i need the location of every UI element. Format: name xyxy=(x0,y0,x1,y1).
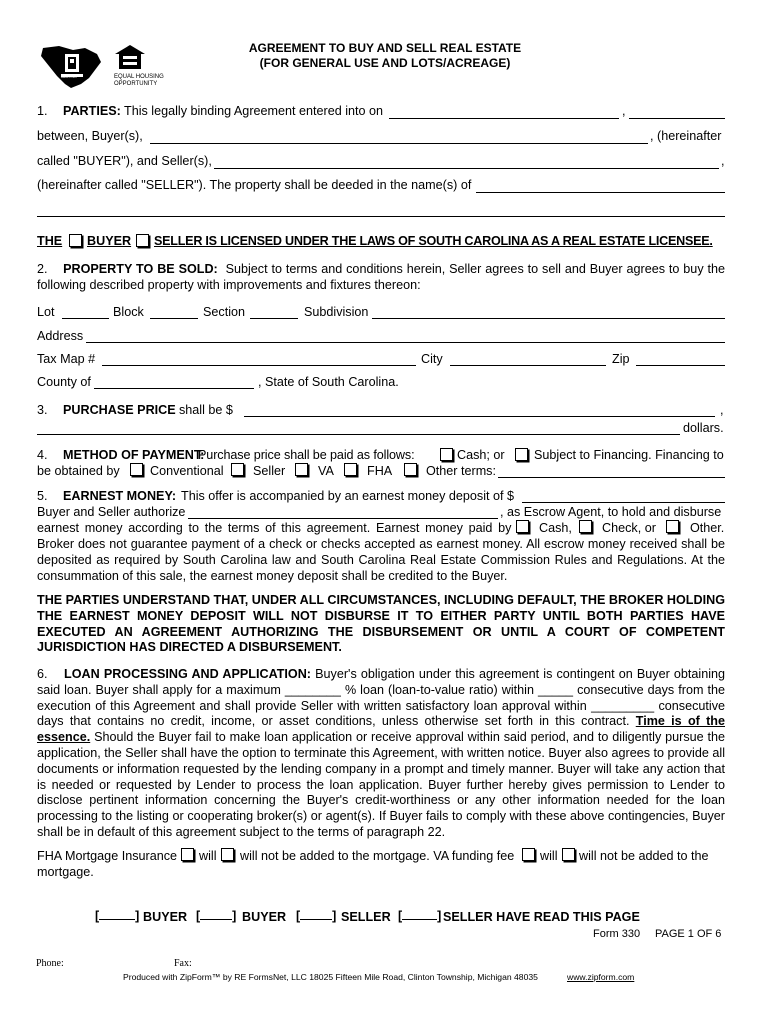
block-field[interactable] xyxy=(150,318,198,319)
zip-label: Zip xyxy=(612,352,630,366)
s1-num: 1. xyxy=(37,104,48,118)
s4-text: Purchase price shall be paid as follows: xyxy=(198,448,415,462)
s1-comma2: , xyxy=(721,154,725,168)
earnest-cash-checkbox[interactable] xyxy=(516,520,529,533)
financing-checkbox[interactable] xyxy=(515,448,528,461)
s5-heading: EARNEST MONEY: xyxy=(63,489,177,503)
seller-financing-label: Seller xyxy=(253,464,286,478)
county-field[interactable] xyxy=(94,388,254,389)
address-label: Address xyxy=(37,329,84,343)
licensee-buyer-label: BUYER xyxy=(87,234,132,248)
s3-num: 3. xyxy=(37,403,48,417)
other-terms-checkbox[interactable] xyxy=(404,463,417,476)
subdivision-field[interactable] xyxy=(372,318,725,319)
s4-num: 4. xyxy=(37,448,48,462)
taxmap-label: Tax Map # xyxy=(37,352,96,366)
s1-heading: PARTIES: xyxy=(63,104,121,118)
licensee-the: THE xyxy=(37,234,63,248)
earnest-check-label: Check, or xyxy=(602,521,656,535)
earnest-check-checkbox[interactable] xyxy=(579,520,592,533)
zipform-link[interactable]: www.zipform.com xyxy=(567,972,635,982)
s5-rest: Broker does not guarantee payment of a check or checks accepted as earnest money. All escrow money received shall be deposited as required by South Carolina law and South Carolina Real Estate Commission Rules and Regulations. At the consummation of this sale, the earnest money deposit shall be credited to the Buyer. xyxy=(37,537,725,583)
s2-paragraph xyxy=(37,262,725,294)
equal-housing-text-2: OPPORTUNITY xyxy=(114,81,158,87)
initials-seller1-bracket[interactable]: [ ] xyxy=(296,909,337,923)
earnest-other-checkbox[interactable] xyxy=(666,520,679,533)
s1-between: between, Buyer(s), xyxy=(37,129,143,143)
seller-financing-checkbox[interactable] xyxy=(231,463,244,476)
fha-will-not-label: will not be added to the mortgage. VA funding fee xyxy=(240,849,515,863)
seller-names-field[interactable] xyxy=(214,168,719,169)
agreement-date-field[interactable] xyxy=(389,118,619,119)
licensee-text: SELLER IS LICENSED UNDER THE LAWS OF SOUTH CAROLINA AS A REAL ESTATE LICENSEE. xyxy=(154,234,713,248)
fha-will-not-checkbox[interactable] xyxy=(221,848,234,861)
other-terms-label: Other terms: xyxy=(426,464,496,478)
address-field[interactable] xyxy=(86,342,725,343)
section-label: Section xyxy=(203,305,246,319)
s6-heading: LOAN PROCESSING AND APPLICATION: xyxy=(64,667,312,681)
deed-names-field-2[interactable] xyxy=(37,216,725,217)
s5-escrow: , as Escrow Agent, to hold and disburse xyxy=(500,505,722,519)
obtained-label: be obtained by xyxy=(37,464,120,478)
s1-called-seller: (hereinafter called "SELLER"). The property shall be deeded in the name(s) of xyxy=(37,178,472,192)
s6-text1: Buyer's obligation under this agreement is contingent on Buyer obtaining said loan. Buyer shall apply for a maximum ________ % loan (loan-to-value ratio) within _____ consecutive days from the execution of this Agreement and shall provide Seller with written satisfactory loan approval within _________ consecutive days that contains no credit, income, or asset conditions, unless otherwise set forth in this contract. xyxy=(37,667,726,729)
earnest-money-field[interactable] xyxy=(522,502,725,503)
lot-label: Lot xyxy=(37,305,55,319)
s5-text1: This offer is accompanied by an earnest money deposit of $ xyxy=(181,489,514,503)
form-number: Form 330 xyxy=(593,928,641,940)
s5-authorize: Buyer and Seller authorize xyxy=(37,505,186,519)
s2-heading: PROPERTY TO BE SOLD: xyxy=(63,262,218,276)
s2-text: Subject to terms and conditions herein, Seller agrees to sell and Buyer agrees to buy the following described property with improvements and fixtures thereon: xyxy=(37,262,726,292)
s4-heading: METHOD OF PAYMENT: xyxy=(63,448,205,462)
licensee-buyer-checkbox[interactable] xyxy=(69,234,82,247)
lot-field[interactable] xyxy=(62,318,109,319)
broker-disclosure-paragraph: THE PARTIES UNDERSTAND THAT, UNDER ALL CIRCUMSTANCES, INCLUDING DEFAULT, THE BROKER HOLDING THE EARNEST MONEY DEPOSIT WILL NOT DISBURSE IT TO EITHER PARTY UNTIL BOTH PARTIES HAVE EXECUTED AN AGREEMENT AUTHORIZING THE DISBURSEMENT OR UNTIL A COURT OF COMPETENT JURISDICTION HAS DIRECTED A DISBURSEMENT. xyxy=(37,593,725,655)
buyer-names-field[interactable] xyxy=(150,143,648,144)
initials-seller1-label: SELLER xyxy=(341,910,391,924)
s6-text2: Should the Buyer fail to make loan application or receive approval within said period, and to diligently pursue the application, the Seller shall have the option to terminate this Agreement, with written notice. Buyer also agrees to provide all documents or information requested by the lending company in a prompt and timely manner. Buyer will take any action that is needed or requested by Lender to process the loan application. Buyer further hereby gives permission to Lender to disclose pertinent information concerning the Buyer's credit-worthiness or any other information needed for the loan processing to the listing or cooperating broker(s) or agent(s). If Buyer fails to comply with these above contingencies, Buyer shall be in default of this agreement subject to the terms of paragraph 22. xyxy=(37,730,725,839)
document-title-line2: (FOR GENERAL USE AND LOTS/ACREAGE) xyxy=(259,56,511,70)
initials-seller2-bracket[interactable]: [ ] xyxy=(398,909,442,923)
county-label: County of xyxy=(37,375,91,389)
s3-comma: , xyxy=(720,403,724,417)
earnest-other-label: Other. xyxy=(690,521,725,535)
fha-insurance-label: FHA Mortgage Insurance xyxy=(37,849,178,863)
equal-housing-text-1: EQUAL HOUSING xyxy=(114,74,164,80)
s2-num: 2. xyxy=(37,262,48,276)
fha-will-checkbox[interactable] xyxy=(181,848,194,861)
initials-buyer1-label: BUYER xyxy=(143,910,188,924)
taxmap-field[interactable] xyxy=(102,365,416,366)
document-title-line1: AGREEMENT TO BUY AND SELL REAL ESTATE xyxy=(248,41,522,55)
va-will-not-checkbox[interactable] xyxy=(562,848,575,861)
agreement-year-field[interactable] xyxy=(629,118,725,119)
fha-checkbox[interactable] xyxy=(344,463,357,476)
s6-num: 6. xyxy=(37,667,48,681)
va-checkbox[interactable] xyxy=(295,463,308,476)
initials-seller2-label: SELLER HAVE READ THIS PAGE xyxy=(443,910,640,924)
s5-line3: earnest money according to the terms of this agreement. Earnest money paid by xyxy=(37,521,512,535)
s1-hereinafter: , (hereinafter xyxy=(650,129,722,143)
s5-num: 5. xyxy=(37,489,48,503)
purchase-price-field[interactable] xyxy=(244,416,715,417)
licensee-seller-checkbox[interactable] xyxy=(136,234,149,247)
purchase-price-words-field[interactable] xyxy=(37,434,680,435)
zip-field[interactable] xyxy=(636,365,725,366)
produced-by: Produced with ZipForm™ by RE FormsNet, LLC 18025 Fifteen Mile Road, Clinton Township, Michigan 48035 xyxy=(123,972,538,982)
earnest-cash-label: Cash, xyxy=(539,521,572,535)
va-label: VA xyxy=(318,464,334,478)
realtor-logo-text: REALTOR® xyxy=(61,75,78,79)
s6-paragraph xyxy=(37,667,725,841)
city-label: City xyxy=(421,352,443,366)
fha-will-label: will xyxy=(199,849,217,863)
va-will-not-label: will not be added to the xyxy=(579,849,709,863)
s3-dollars: dollars. xyxy=(683,421,724,435)
s1-comma: , xyxy=(622,104,626,118)
other-terms-field[interactable] xyxy=(498,477,725,478)
initials-buyer2-bracket[interactable]: [ ] xyxy=(196,909,237,923)
subdivision-label: Subdivision xyxy=(304,305,369,319)
block-label: Block xyxy=(113,305,144,319)
s3-heading: PURCHASE PRICE xyxy=(63,403,176,417)
phone-label: Phone: xyxy=(36,958,64,969)
escrow-agent-field[interactable] xyxy=(188,518,498,519)
s3-text: shall be $ xyxy=(179,403,233,417)
page-number: PAGE 1 OF 6 xyxy=(655,928,722,940)
state-label: , State of South Carolina. xyxy=(258,375,399,389)
va-will-label: will xyxy=(540,849,558,863)
conventional-label: Conventional xyxy=(150,464,224,478)
cash-label: Cash; or xyxy=(457,448,505,462)
deed-names-field[interactable] xyxy=(476,192,725,193)
s1-text: This legally binding Agreement entered into on xyxy=(124,104,384,118)
section-field[interactable] xyxy=(250,318,298,319)
s1-called-buyer: called "BUYER"), and Seller(s), xyxy=(37,154,212,168)
cash-checkbox[interactable] xyxy=(440,448,453,461)
va-will-checkbox[interactable] xyxy=(522,848,535,861)
initials-buyer1-bracket[interactable]: [ ] xyxy=(95,909,140,923)
fha-label: FHA xyxy=(367,464,393,478)
conventional-checkbox[interactable] xyxy=(130,463,143,476)
initials-buyer2-label: BUYER xyxy=(242,910,287,924)
fha-mortgage-label: mortgage. xyxy=(37,865,94,879)
city-field[interactable] xyxy=(450,365,606,366)
fax-label: Fax: xyxy=(174,958,192,969)
financing-label: Subject to Financing. Financing to xyxy=(534,448,724,462)
s6-essence: Time is of the essence. xyxy=(37,714,726,745)
